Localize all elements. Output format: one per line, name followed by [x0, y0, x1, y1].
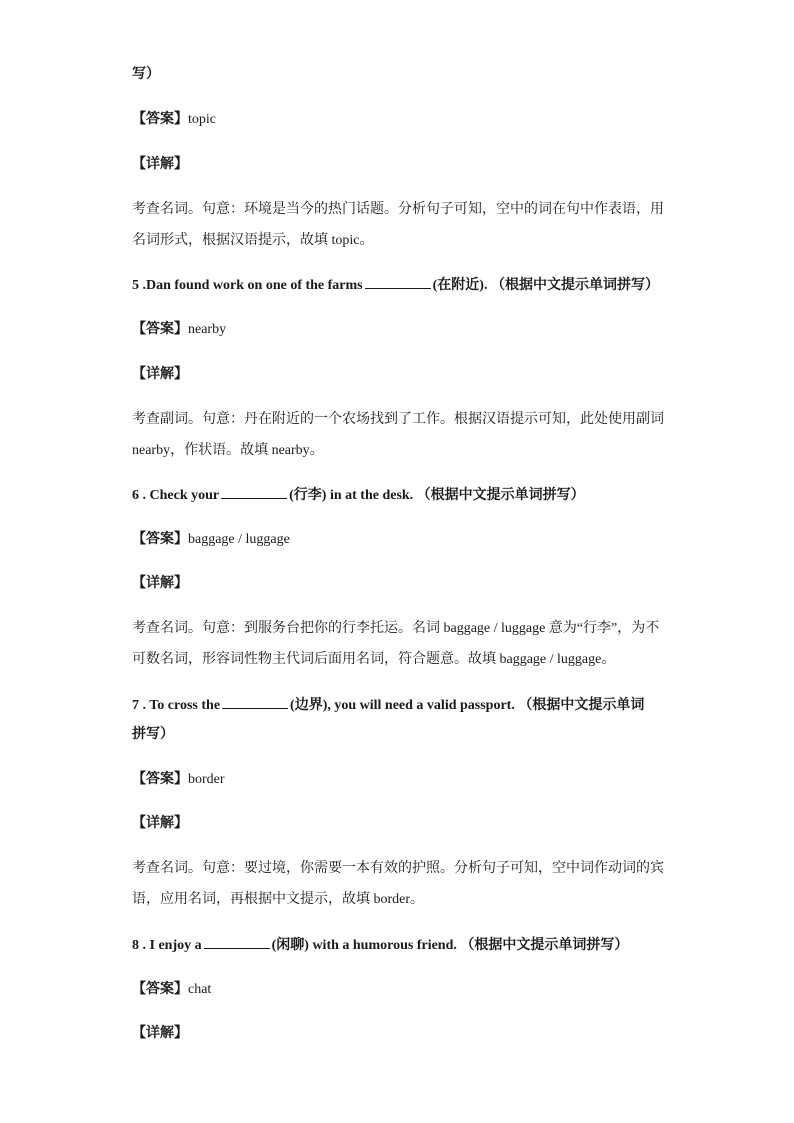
- answer-7-value: border: [188, 772, 225, 787]
- detail-label-4: 【详解】: [132, 157, 188, 172]
- detail-label-7: 【详解】: [132, 816, 188, 831]
- detail-label-5: 【详解】: [132, 367, 188, 382]
- detail-5-line-2: nearby，作状语。故填 nearby。: [132, 443, 324, 458]
- question-5-hint: (在附近). （根据中文提示单词拼写）: [432, 278, 659, 293]
- answer-8: [132, 981, 672, 999]
- answer-5-value: nearby: [188, 322, 227, 337]
- answer-blank: [365, 276, 431, 289]
- answer-4-value: topic: [188, 112, 216, 127]
- detail-4-line-1: 考查名词。句意：环境是当今的热门话题。分析句子可知，空中的词在句中作表语，用: [132, 202, 664, 217]
- answer-blank: [222, 696, 288, 709]
- question-4-continuation: 写）: [132, 67, 160, 82]
- answer-label: 【答案】: [132, 982, 188, 997]
- answer-7: [132, 771, 672, 789]
- answer-label: 【答案】: [132, 772, 188, 787]
- answer-5: [132, 321, 672, 339]
- detail-6-line-2: 可数名词，形容词性物主代词后面用名词，符合题意。故填 baggage / luggage。: [132, 652, 616, 667]
- detail-4-line-2: 名词形式，根据汉语提示，故填 topic。: [132, 233, 374, 248]
- question-8-hint: (闲聊) with a humorous friend. （根据中文提示单词拼写）: [271, 938, 629, 953]
- question-6-text: 6 . Check your: [132, 488, 220, 503]
- question-6-hint: (行李) in at the desk. （根据中文提示单词拼写）: [289, 488, 585, 503]
- answer-blank: [204, 936, 270, 949]
- answer-8-value: chat: [188, 982, 212, 997]
- question-5: [132, 276, 672, 295]
- detail-7-line-2: 语，应用名词，再根据中文提示，故填 border。: [132, 892, 425, 907]
- detail-label-6: 【详解】: [132, 576, 188, 591]
- question-7-hint: (边界), you will need a valid passport. （根据中文提示单词: [290, 698, 645, 713]
- detail-label-8: 【详解】: [132, 1026, 188, 1041]
- answer-6: [132, 531, 672, 549]
- answer-label: 【答案】: [132, 532, 188, 547]
- detail-7-line-1: 考查名词。句意：要过境，你需要一本有效的护照。分析句子可知，空中词作动词的宾: [132, 861, 664, 876]
- question-6: [132, 486, 672, 505]
- answer-label: 【答案】: [132, 322, 188, 337]
- question-7-text: 7 . To cross the: [132, 698, 221, 713]
- question-7: [132, 696, 672, 715]
- answer-6-value: baggage / luggage: [188, 532, 290, 547]
- answer-4: [132, 111, 672, 129]
- detail-6-line-1: 考查名词。句意：到服务台把你的行李托运。名词 baggage / luggage 意为“行李”，为不: [132, 621, 660, 636]
- detail-5-line-1: 考查副词。句意：丹在附近的一个农场找到了工作。根据汉语提示可知，此处使用副词: [132, 412, 664, 427]
- question-8: [132, 936, 672, 955]
- answer-label: 【答案】: [132, 112, 188, 127]
- answer-blank: [221, 486, 287, 499]
- question-8-text: 8 . I enjoy a: [132, 938, 202, 953]
- question-5-text: 5 .Dan found work on one of the farms: [132, 278, 363, 293]
- question-7-continuation: 拼写）: [132, 727, 174, 742]
